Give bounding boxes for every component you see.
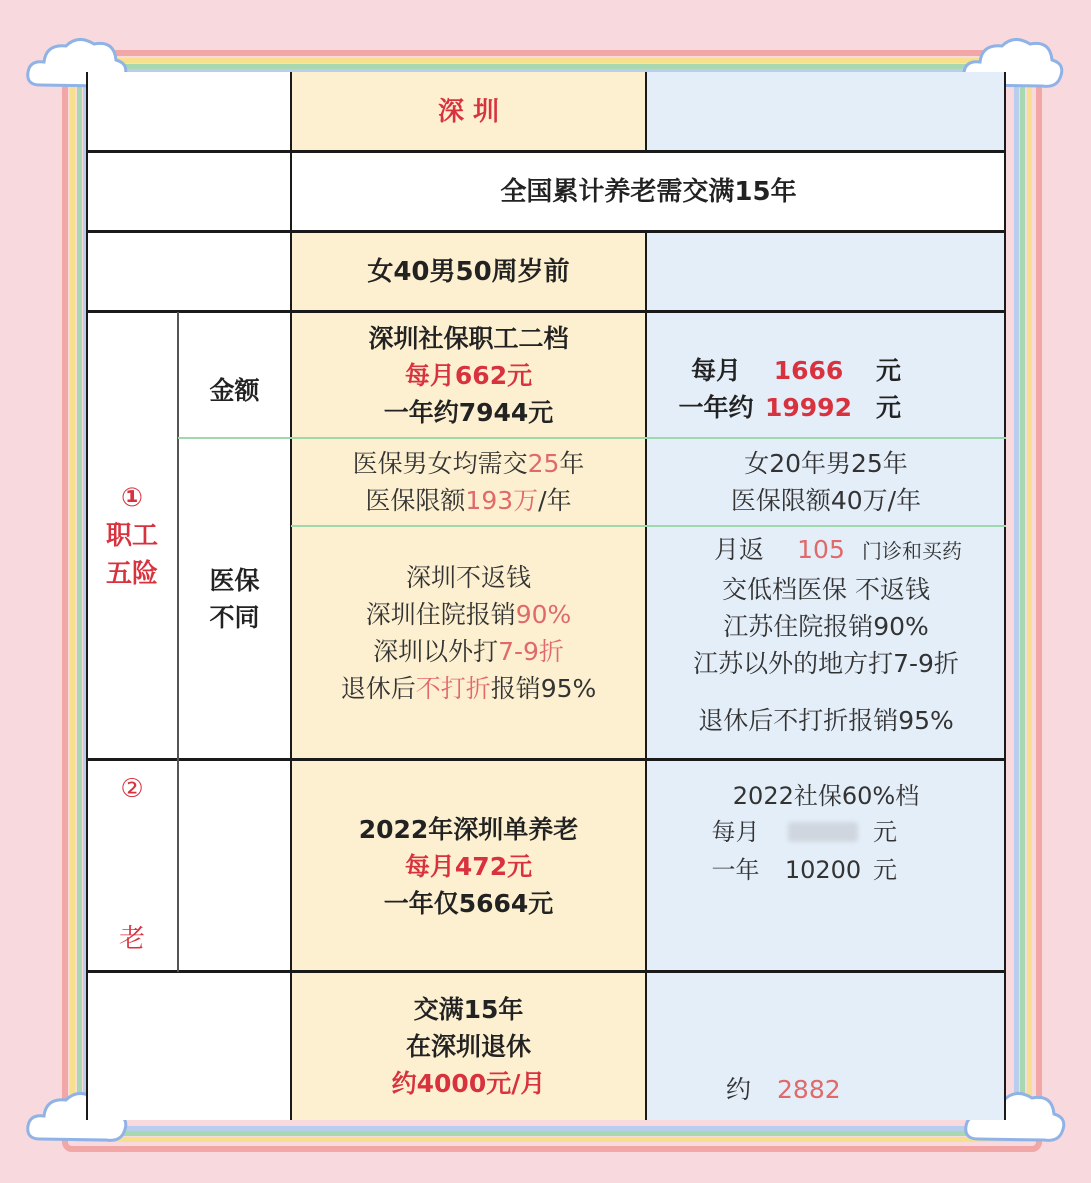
other-detail-line4: 江苏以外的地方打7-9折 xyxy=(693,649,959,678)
rule-empty-cell xyxy=(86,152,291,232)
section2-sublabel-cell xyxy=(178,760,291,972)
age-other-cell xyxy=(646,232,1006,312)
grid-line xyxy=(645,232,647,1120)
other-retire-text xyxy=(726,1071,841,1108)
shenzhen-header-cell xyxy=(291,72,646,152)
sz-retire-line3: 约4000元/月 xyxy=(391,1068,546,1098)
other-amount-monthly xyxy=(676,352,916,389)
section1-number: ① xyxy=(120,483,143,513)
other-amount-cell xyxy=(646,312,1006,438)
grid-line xyxy=(291,525,1006,527)
other-pension-yearly-unit: 元 xyxy=(873,856,897,884)
grid-line xyxy=(86,310,1006,313)
sz-medical-detail-line3 xyxy=(373,633,564,670)
other-pension-monthly-blur xyxy=(773,814,873,852)
other-detail-line1 xyxy=(646,530,1006,571)
section1-label xyxy=(86,312,178,760)
sz-amount-title: 深圳社保职工二档 xyxy=(368,323,569,353)
grid-line xyxy=(86,150,1006,153)
national-rule-cell xyxy=(291,152,1006,232)
other-city-header-cell xyxy=(646,72,1006,152)
amount-label: 金额 xyxy=(209,375,260,405)
other-pension-yearly xyxy=(646,852,1006,888)
header-empty-cell xyxy=(86,72,291,152)
other-medical-years-line2: 医保限额40万/年 xyxy=(730,486,922,515)
sz-medical-detail-line2 xyxy=(366,596,572,633)
sz-pension-yearly: 一年仅5664元 xyxy=(383,888,554,918)
other-yearly-value: 19992 xyxy=(765,393,852,422)
national-rule-text: 全国累计养老需交满15年 xyxy=(500,177,797,207)
other-medical-years-cell xyxy=(646,438,1006,526)
other-yearly-prefix: 一年约 xyxy=(678,393,754,422)
sz-detail-line2-value: 90% xyxy=(515,600,572,629)
other-pension-yearly-prefix: 一年 xyxy=(711,856,760,884)
age-rule-cell xyxy=(291,232,646,312)
comparison-table xyxy=(86,72,1006,1120)
sz-detail-line3-prefix: 深圳以外打 xyxy=(373,637,499,666)
sz-medical-detail-line4 xyxy=(341,670,597,707)
sz-amount-cell xyxy=(291,312,646,438)
sz-medical-years-suffix: 年 xyxy=(559,449,585,478)
sz-detail-line3-value: 7-9折 xyxy=(498,637,564,666)
grid-line xyxy=(177,312,179,972)
sz-amount-monthly: 每月662元 xyxy=(404,360,533,390)
sz-detail-line4-prefix: 退休后 xyxy=(340,674,416,703)
grid-line xyxy=(86,758,1006,761)
city-title: 深 圳 xyxy=(437,97,500,127)
other-monthly-value: 1666 xyxy=(773,356,844,385)
grid-line xyxy=(178,437,1006,439)
medical-label-cell xyxy=(178,438,291,760)
sz-medical-years-line1-prefix: 医保男女均需交 xyxy=(352,449,528,478)
section2-label-char: 老 xyxy=(118,924,145,954)
sz-detail-line4-value: 不打折 xyxy=(415,674,491,703)
grid-line xyxy=(86,970,1006,973)
amount-label-cell xyxy=(178,312,291,438)
medical-label-line2: 不同 xyxy=(209,603,260,632)
other-pension-cell xyxy=(646,760,1006,972)
sz-medical-limit-prefix: 医保限额 xyxy=(365,486,466,515)
age-empty-cell xyxy=(86,232,291,312)
other-yearly-unit: 元 xyxy=(875,393,901,422)
section2-number: ② xyxy=(120,774,144,804)
sz-pension-cell xyxy=(291,760,646,972)
sz-medical-years-value: 25 xyxy=(527,449,560,478)
other-monthly-unit: 元 xyxy=(875,356,901,385)
other-medical-years-line1: 女20年男25年 xyxy=(744,449,908,478)
sz-detail-line4-suffix: 报销95% xyxy=(490,674,597,703)
other-detail-line1-value: 105 xyxy=(797,535,845,564)
other-pension-title: 2022社保60%档 xyxy=(732,782,920,810)
grid-line xyxy=(86,72,88,1120)
sz-medical-years-line1 xyxy=(353,445,585,482)
other-pension-monthly xyxy=(646,814,1006,852)
other-detail-line5: 退休后不打折报销95% xyxy=(698,706,954,735)
sz-pension-monthly: 每月472元 xyxy=(404,851,533,881)
sz-pension-title: 2022年深圳单养老 xyxy=(358,814,579,844)
sz-retire-cell xyxy=(291,972,646,1120)
sz-medical-detail-cell xyxy=(291,526,646,760)
other-pension-yearly-value: 10200 xyxy=(784,856,862,884)
grid-line xyxy=(290,72,292,1120)
sz-amount-yearly: 一年约7944元 xyxy=(383,397,554,427)
grid-line xyxy=(645,72,647,152)
age-rule-text: 女40男50周岁前 xyxy=(367,257,570,287)
other-detail-line1-prefix: 月返 xyxy=(713,535,764,564)
other-pension-monthly-prefix: 每月 xyxy=(711,818,760,846)
other-detail-line2: 交低档医保 不返钱 xyxy=(722,575,930,604)
other-medical-detail-cell xyxy=(646,526,1006,760)
retire-label-cell xyxy=(86,972,291,1120)
sz-detail-line2-prefix: 深圳住院报销 xyxy=(365,600,516,629)
sz-medical-limit-value: 193万 xyxy=(465,486,539,515)
sz-retire-line2: 在深圳退休 xyxy=(405,1031,531,1061)
section1-label-line1: 职工 xyxy=(105,521,158,551)
other-monthly-prefix: 每月 xyxy=(690,356,741,385)
other-retire-prefix: 约 xyxy=(726,1075,752,1104)
grid-line xyxy=(86,230,1006,233)
sz-medical-years-line2 xyxy=(365,482,571,519)
other-retire-cell xyxy=(646,972,1006,1120)
other-pension-monthly-unit: 元 xyxy=(873,818,897,846)
medical-label-line1: 医保 xyxy=(209,566,260,595)
sz-medical-years-cell xyxy=(291,438,646,526)
other-detail-line1-suffix: 门诊和买药 xyxy=(862,539,962,563)
grid-line xyxy=(1004,72,1006,1120)
other-retire-value: 2882 xyxy=(777,1075,841,1104)
sz-medical-limit-suffix: /年 xyxy=(538,486,572,515)
section1-label-line2: 五险 xyxy=(105,559,158,589)
section2-label xyxy=(86,760,178,972)
other-detail-line3: 江苏住院报销90% xyxy=(723,612,929,641)
other-amount-yearly xyxy=(676,389,916,426)
sz-retire-line1: 交满15年 xyxy=(413,994,524,1024)
sz-medical-detail-line1: 深圳不返钱 xyxy=(405,563,531,592)
